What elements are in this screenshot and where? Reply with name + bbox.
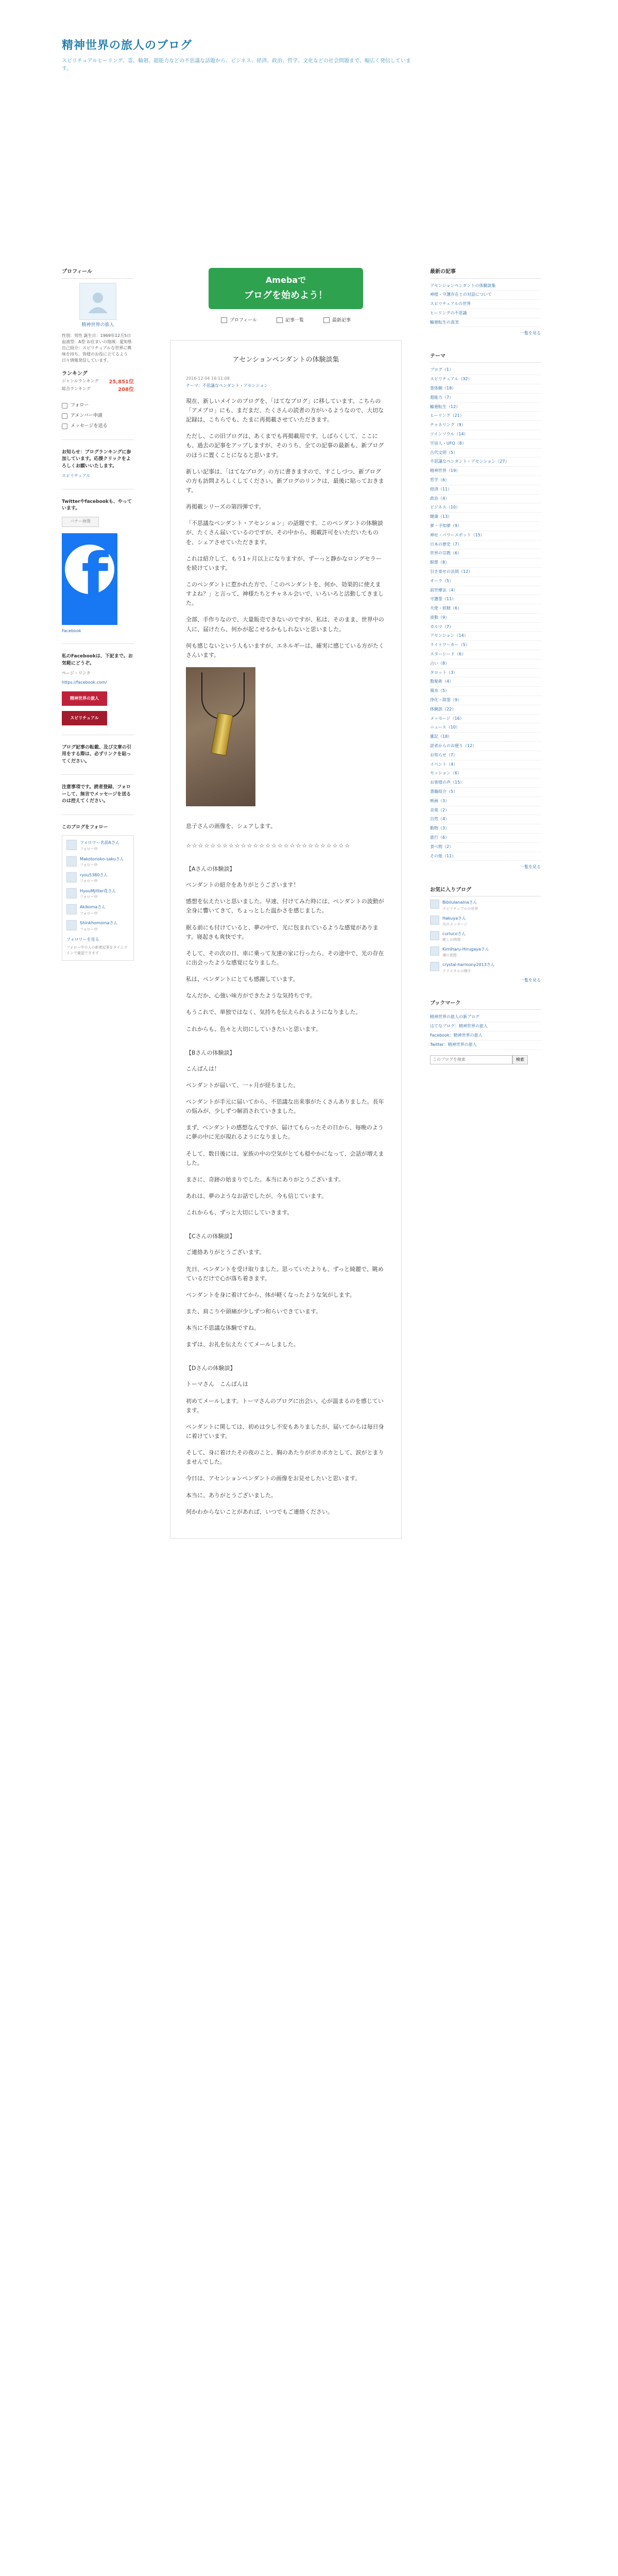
blog-avatar xyxy=(430,946,439,956)
theme-item[interactable]: その他（11） xyxy=(430,852,541,861)
ranking-label: 総合ランキング xyxy=(62,386,91,392)
article-paragraph: 本当に、ありがとうございました。 xyxy=(186,1492,277,1499)
recent-item[interactable]: 輪廻転生の真実 xyxy=(430,318,541,328)
blog-avatar xyxy=(430,900,439,909)
article-paragraph: ただし、この旧ブログは、あくまでも再掲載用です。しばらくして、ここにも、過去の記事をアップしますが、そのうち、全ての記事の最新も、新ブログのほうに置くことになると思います。 xyxy=(186,433,384,459)
theme-item[interactable]: 世界の宗教（6） xyxy=(430,549,541,558)
follower-name: Makotonoko-sakuさん xyxy=(80,856,124,861)
favorite-blogs-title: お気に入りブログ xyxy=(430,886,541,897)
article-paragraph: こんばんは！ xyxy=(186,1065,220,1072)
article-paragraph: 感想を伝えたいと思いました。早速、付けてみた時には、ペンダントの波動が全身に響いてきて、ちょっとした温かさを感じました。 xyxy=(186,898,384,914)
blog-name: Kimiharu-Hirugayaさん xyxy=(442,947,489,952)
article-paragraph: そして、身に着けたその夜のこと、胸のあたりがポカポカとして、涙がとまりませんでした。 xyxy=(186,1449,384,1466)
theme-item[interactable]: 守護霊（11） xyxy=(430,595,541,604)
article-paragraph: ペンダントを身に着けてから、体が軽くなったような気がします。 xyxy=(186,1291,355,1298)
recent-list xyxy=(430,282,541,328)
recent-item[interactable]: アセンションペンダントの体験談集 xyxy=(430,282,541,291)
theme-item[interactable]: 体験談（22） xyxy=(430,705,541,715)
follower-avatar xyxy=(66,840,77,850)
tab-label: 記事一覧 xyxy=(285,318,304,323)
favorites-more-link[interactable]: 一覧を見る xyxy=(520,978,541,983)
pendant-photo[interactable] xyxy=(186,667,255,806)
section-heading: 【Bさんの体験談】 xyxy=(186,1049,235,1056)
bookmark-item[interactable]: 精神世界の旅人の新ブログ xyxy=(430,1013,541,1022)
recent-title: 最新の記事 xyxy=(430,268,541,279)
article-paragraph: 何かわからないことがあれば、いつでもご連絡ください。 xyxy=(186,1508,333,1515)
divider xyxy=(62,643,134,644)
blog-name: Bibilulanalnaさん xyxy=(442,900,477,905)
article-paragraph: 再掲載シリーズの第四弾です。 xyxy=(186,503,265,511)
tab-profile[interactable] xyxy=(221,317,257,325)
favorite-blog-item[interactable] xyxy=(430,900,541,911)
ranking-row xyxy=(62,378,134,386)
article-date: 2016-12-04 16:11:08 xyxy=(186,376,230,381)
theme-item[interactable]: 数秘術（4） xyxy=(430,677,541,687)
theme-item[interactable]: ビジネス（10） xyxy=(430,503,541,513)
blog-avatar xyxy=(430,916,439,925)
theme-item[interactable]: 瞑想（8） xyxy=(430,558,541,568)
theme-item[interactable]: 食べ物（2） xyxy=(430,843,541,852)
ranking-row xyxy=(62,386,134,394)
follower-sub: フォロー中 xyxy=(80,911,98,916)
section-heading: 【Dさんの体験談】 xyxy=(186,1365,236,1372)
followers-box xyxy=(62,835,134,960)
document-icon xyxy=(323,317,330,323)
theme-item[interactable]: お客様の声（15） xyxy=(430,778,541,788)
blog-title[interactable]: 精神世界の旅人のブログ xyxy=(62,39,193,52)
theme-title: テーマ xyxy=(430,352,541,363)
banner-image[interactable]: バナー画像 xyxy=(62,517,99,527)
search-input[interactable] xyxy=(430,1055,512,1064)
theme-item[interactable]: チャネリング（9） xyxy=(430,421,541,430)
article-paragraph: そして、その次の日、車に乗って友達の家に行ったら、その途中で、光の存在に出会ったような感覚になりました。 xyxy=(186,950,384,967)
tab-articles[interactable] xyxy=(277,317,304,325)
profile-actions xyxy=(62,402,134,430)
notice-ranking: お知らせ：ブログランキングに参加しています。応援クリックをよろしくお願いいたします。 xyxy=(62,449,131,469)
blog-subtitle: 魂の旅路 xyxy=(442,953,457,958)
follow-button[interactable] xyxy=(62,402,134,410)
theme-item[interactable]: ヒーリング（21） xyxy=(430,412,541,421)
theme-item[interactable]: 引き寄せの法則（12） xyxy=(430,568,541,577)
article-paragraph: 眠る前にも付けていると、夢の中で、光に包まれているような感覚があります。寝起きも爽快です。 xyxy=(186,924,379,940)
follower-item[interactable] xyxy=(66,840,129,852)
article-body xyxy=(186,397,386,1517)
article-paragraph: これからも、色々と大切にしていきたいと思います。 xyxy=(186,1025,322,1032)
theme-item[interactable]: 波動（9） xyxy=(430,614,541,623)
article-paragraph: これからも、ずっと大切にしていきます。 xyxy=(186,1209,293,1216)
divider xyxy=(62,439,134,440)
follower-avatar xyxy=(66,904,77,914)
follower-avatar xyxy=(66,872,77,883)
theme-item[interactable]: セッション（6） xyxy=(430,769,541,778)
pendant xyxy=(211,713,233,756)
follower-sub: フォロー中 xyxy=(80,862,98,867)
follower-sub: フォロー中 xyxy=(80,879,98,884)
theme-item[interactable]: 日本の歴史（7） xyxy=(430,540,541,550)
theme-item[interactable]: 旅行（6） xyxy=(430,834,541,843)
theme-item[interactable]: 天使・妖精（6） xyxy=(430,604,541,614)
list-icon xyxy=(277,317,283,323)
theme-item[interactable]: イベント（4） xyxy=(430,760,541,770)
article xyxy=(170,340,402,1539)
article-paragraph: このペンダントに惹かれた方で、「このペンダントを、何か、効果的に使えますよね？」と言って、神様たちとチャネル会いで、いろいろと活動してきました。 xyxy=(186,581,384,607)
follower-item[interactable] xyxy=(66,888,129,900)
blog-subtitle: 癒しの時間 xyxy=(442,938,460,942)
theme-item[interactable]: 読者からのお便り（12） xyxy=(430,742,541,751)
theme-item[interactable]: 古代文明（5） xyxy=(430,449,541,458)
tab-label: 最新記事 xyxy=(332,318,351,323)
theme-item[interactable]: ニュース（10） xyxy=(430,723,541,733)
theme-item[interactable]: 前世療法（4） xyxy=(430,586,541,596)
avatar[interactable] xyxy=(79,283,116,320)
article-paragraph: ペンダントが届いて、一ヶ月が経ちました。 xyxy=(186,1081,299,1089)
plus-icon xyxy=(62,403,67,409)
theme-item[interactable]: 政治（4） xyxy=(430,495,541,504)
article-paragraph: 私は、ペンダントにとても感謝しています。 xyxy=(186,976,299,983)
blog-header xyxy=(62,37,525,73)
theme-item[interactable]: お知らせ（7） xyxy=(430,751,541,760)
amember-button[interactable] xyxy=(62,413,134,420)
section-heading: 【Aさんの体験談】 xyxy=(186,866,235,873)
notice-facebook: 私のFacebookは、下記まで。お気軽にどうぞ。 xyxy=(62,654,133,666)
mail-icon xyxy=(62,423,67,429)
banner-line2: ブログを始めよう！ xyxy=(244,290,328,301)
article-paragraph: そして、数日後には、家族の中の空気がとても穏やかになって、会話が増えました。 xyxy=(186,1150,384,1166)
article-paragraph: まず、ペンダントの感想なんですが、届けてもらったその日から、毎晩のように夢の中に光が現れるようになりました。 xyxy=(186,1124,384,1141)
left-sidebar xyxy=(62,268,134,961)
facebook-logo[interactable] xyxy=(62,533,117,625)
ameba-start-banner[interactable] xyxy=(209,268,363,309)
article-paragraph: 全部、手作りなので、大量販売できないのですが、私は、そのまま、世界中の人に、届けたら、何かが起こせるかもしれないと思いました。 xyxy=(186,616,384,633)
follower-avatar xyxy=(66,920,77,930)
bookmark-item[interactable]: はてなブログ：精神世界の旅人 xyxy=(430,1022,541,1031)
theme-item[interactable]: 映画（3） xyxy=(430,797,541,806)
photo-caption: 息子さんの画像を、シェアします。 xyxy=(186,822,276,829)
theme-item[interactable]: アセンション（14） xyxy=(430,632,541,641)
follower-name: Akikomaさん xyxy=(80,905,106,910)
theme-item[interactable]: オーラ（5） xyxy=(430,577,541,586)
article-paragraph: ペンダントの紹介をありがとうございます！ xyxy=(186,882,299,889)
message-button[interactable] xyxy=(62,423,134,430)
profile-text: 性別：男性 誕生日：1969年12月5日 血液型：A型 お住まいの地域：愛知県 自己紹介：スピリチュアルな世界に興味を持ち、皆様のお役に立てるよう日々情報発信しています。 xyxy=(62,333,132,363)
theme-item[interactable]: スターシード（6） xyxy=(430,650,541,659)
theme-item[interactable]: 超能力（7） xyxy=(430,394,541,403)
favorite-blog-item[interactable] xyxy=(430,946,541,958)
follower-sub: フォロー中 xyxy=(80,895,98,900)
follower-sub: フォロー中 xyxy=(80,927,98,931)
article-paragraph: 先日、ペンダントを受け取りました。思っていたよりも、ずっと綺麗で、眺めているだけで心が落ち着きます。 xyxy=(186,1265,384,1282)
theme-item[interactable]: 雑記（18） xyxy=(430,733,541,742)
blog-subtitle: スピリチュアルの世界 xyxy=(442,906,478,911)
avatar-icon xyxy=(85,289,111,314)
follower-item[interactable] xyxy=(66,872,129,884)
star-divider: ☆☆☆☆☆☆☆☆☆☆☆☆☆☆☆☆☆☆☆☆☆☆☆☆☆☆☆ xyxy=(186,842,351,850)
recent-item[interactable]: スピリチュアルの世界 xyxy=(430,300,541,309)
favorite-blog-item[interactable] xyxy=(430,962,541,974)
article-paragraph: まさに、奇跡の始まりでした。本当にありがとうございます。 xyxy=(186,1176,345,1183)
theme-item[interactable]: 動物（3） xyxy=(430,824,541,834)
theme-list xyxy=(430,366,541,861)
bookmark-list xyxy=(430,1013,541,1049)
article-paragraph: また、肩こりや頭痛が少しずつ和らいできています。 xyxy=(186,1308,322,1315)
main-content xyxy=(170,268,402,1539)
blog-avatar xyxy=(430,931,439,940)
theme-item[interactable]: 宇宙人・UFO（8） xyxy=(430,439,541,449)
recent-item[interactable]: ヒーリングの不思議 xyxy=(430,309,541,318)
notice-reprint: ブログ記事の転載、及び文章の引用をする際は、必ずリンクを貼ってください。 xyxy=(62,744,132,764)
article-paragraph: あれは、夢のようなお話でしたが、今も信じています。 xyxy=(186,1193,328,1200)
article-theme[interactable]: テーマ：不思議なペンダント・アセンション xyxy=(186,383,268,388)
blog-name: curlucoさん xyxy=(442,931,466,936)
theme-item[interactable]: 風水（5） xyxy=(430,687,541,696)
facebook-link[interactable]: https://facebook.com/ xyxy=(62,680,107,685)
follower-name: フォロワー名前Aさん xyxy=(80,840,120,845)
theme-item[interactable]: 自然（4） xyxy=(430,815,541,824)
blog-search xyxy=(430,1055,541,1064)
follower-avatar xyxy=(66,888,77,899)
notice-sns: Twitterやfacebookも、やっています。 xyxy=(62,499,132,512)
article-paragraph: 本当に不思議な体験ですね。 xyxy=(186,1325,260,1332)
theme-item[interactable]: 不思議なペンダント・アセンション（27） xyxy=(430,457,541,467)
theme-item[interactable]: 健康（13） xyxy=(430,513,541,522)
theme-item[interactable]: メッセージ（16） xyxy=(430,715,541,724)
theme-item[interactable]: 経済（11） xyxy=(430,485,541,495)
followers-title: このブログをフォロー xyxy=(62,824,108,830)
theme-item[interactable]: 書籍紹介（5） xyxy=(430,788,541,797)
article-paragraph: 今日は、アセンションペンダントの画像をお見せしたいと思います。 xyxy=(186,1475,361,1482)
profile-name[interactable]: 精神世界の旅人 xyxy=(81,322,114,328)
ranking-value: 25,851位 xyxy=(109,379,134,385)
facebook-caption[interactable]: Facebook xyxy=(62,628,81,633)
theme-item[interactable]: 浄化・除霊（9） xyxy=(430,696,541,705)
pendant-cord xyxy=(201,672,245,720)
theme-item[interactable]: 占い（8） xyxy=(430,659,541,669)
tab-label: プロフィール xyxy=(229,318,258,323)
article-paragraph: なんだか、心強い味方ができたような気持ちです。 xyxy=(186,992,316,999)
theme-item[interactable]: ブログ（1） xyxy=(430,366,541,375)
recent-more-link[interactable]: 一覧を見る xyxy=(520,331,541,336)
followers-note: フォロー中の人の新着記事をタイムラインで確認できます xyxy=(66,945,128,955)
bookmark-title: ブックマーク xyxy=(430,999,541,1010)
theme-item[interactable]: ライトワーカー（5） xyxy=(430,641,541,650)
blog-name: Hakuyaさん xyxy=(442,916,467,921)
article-paragraph: これは紹介して、もう1ヶ月以上になりますが、ずーっと静かなロングセラーを続けています。 xyxy=(186,555,382,571)
article-paragraph: ペンダントに関しては、初めは少し不安もありましたが、届いてからは毎日身に着けています。 xyxy=(186,1423,384,1439)
banner-line1: Amebaで xyxy=(265,275,306,285)
article-paragraph: ペンダントが手元に届いてから、不思議な出来事がたくさんありました。長年の悩みが、少しずつ解消されていきました。 xyxy=(186,1098,384,1115)
theme-item[interactable]: スピリチュアル（32） xyxy=(430,375,541,384)
ranking-link[interactable]: スピリチュアル xyxy=(62,473,91,479)
follower-item[interactable] xyxy=(66,920,129,932)
themes-more-link[interactable]: 一覧を見る xyxy=(520,865,541,870)
ranking-label: ジャンルランキング xyxy=(62,378,99,383)
blog-avatar xyxy=(430,962,439,971)
divider xyxy=(62,774,134,775)
right-sidebar xyxy=(430,268,541,1064)
article-title[interactable]: アセンションペンダントの体験談集 xyxy=(232,355,339,364)
blog-subtitle: 光のメッセージ xyxy=(442,922,468,926)
theme-item[interactable]: 音楽（2） xyxy=(430,806,541,816)
banner-blog[interactable]: 精神世界の旅人 xyxy=(62,691,107,706)
search-button[interactable]: 検索 xyxy=(512,1055,528,1064)
theme-item[interactable]: カルマ（7） xyxy=(430,623,541,632)
follower-avatar xyxy=(66,856,77,867)
bookmark-item[interactable]: Twitter：精神世界の旅人 xyxy=(430,1041,541,1050)
ranking-title: ランキング xyxy=(62,371,88,377)
ranking-value: 208位 xyxy=(118,387,134,393)
theme-item[interactable]: 夢・予知夢（9） xyxy=(430,522,541,531)
article-paragraph: 「不思議なペンダント・アセンション」の話題です。このペンダントの体験談が、たくさん届いているのですが、その中から、掲載許可をいただいたものを、シェアさせていただきます。 xyxy=(186,520,383,546)
article-paragraph: 新しい記事は、「はてなブログ」の方に書きますので、すこしづつ、新ブログの方も訪問よろしくしてください。新ブログのリンクは、最後に貼っておきます。 xyxy=(186,468,384,494)
theme-item[interactable]: 霊体験（18） xyxy=(430,384,541,394)
article-paragraph: まずは、お礼を伝えたくてメールしました。 xyxy=(186,1341,299,1348)
theme-item[interactable]: タロット（3） xyxy=(430,669,541,678)
follower-sub: フォロー中 xyxy=(80,846,98,851)
follower-name: Shinkhomomaさん xyxy=(80,921,118,926)
blog-name: crystal-harmony2013さん xyxy=(442,962,495,968)
facebook-f-icon: f xyxy=(81,540,109,612)
article-paragraph: トーマさん こんばんは xyxy=(186,1381,248,1388)
favorite-blogs-list xyxy=(430,900,541,974)
article-paragraph: もうこれで、単独ではなく、気持ちを伝えられるようになりました。 xyxy=(186,1009,362,1016)
follow-label: フォロー xyxy=(71,402,89,408)
tab-latest[interactable] xyxy=(323,317,351,325)
message-label: メッセージを送る xyxy=(71,423,108,429)
blog-description: スピリチュアルヒーリング、霊、輪廻、超能力などの不思議な話題から、ビジネス、経済、政治、哲学、文化などの社会問題まで、幅広く発信しています。 xyxy=(62,58,411,72)
profile-title: プロフィール xyxy=(62,268,134,279)
theme-item[interactable]: ツインソウル（14） xyxy=(430,430,541,439)
follower-item[interactable] xyxy=(66,904,129,916)
user-icon xyxy=(62,413,67,419)
article-paragraph: 何も感じないという人もいますが、エネルギーは、確実に感じている方がたくさんいます。 xyxy=(186,642,384,658)
follower-name: ryou5380さん xyxy=(80,872,108,877)
article-paragraph: ご連絡ありがとうございます。 xyxy=(186,1249,265,1256)
section-heading: 【Cさんの体験談】 xyxy=(186,1233,235,1240)
article-paragraph: 現在、新しいメインのブログを、「はてなブログ」に移しています。こちらの「アメブロ」にも、まだまだ、たくさんの読者の方がいるようなので、大切な記録は、こちらでも、たまに再掲載させていただきます。 xyxy=(186,397,384,423)
favorite-blog-item[interactable] xyxy=(430,931,541,943)
article-paragraph: 初めてメールします。トーマさんのブログに出会い、心が温まるのを感じています。 xyxy=(186,1397,384,1414)
page-link-label: ページ・リンク xyxy=(62,671,91,676)
profile-icon xyxy=(221,317,227,323)
post-nav xyxy=(170,317,402,325)
bookmark-item[interactable]: Facebook：精神世界の旅人 xyxy=(430,1031,541,1041)
notice-caution: 注意事項です。読者登録、フォローして、無言でメッセージを送るのは控えてください。 xyxy=(62,785,131,804)
followers-more-link[interactable]: フォロワーを見る xyxy=(66,937,99,942)
theme-item[interactable]: 輪廻転生（12） xyxy=(430,403,541,412)
favorite-blog-item[interactable] xyxy=(430,916,541,927)
follower-item[interactable] xyxy=(66,856,129,868)
follower-name: HyouMjitter花さん xyxy=(80,889,116,894)
theme-item[interactable]: 精神世界（19） xyxy=(430,467,541,476)
amember-label: アメンバー申請 xyxy=(71,413,102,418)
recent-item[interactable]: 神様・守護存在との対話について xyxy=(430,291,541,300)
banner-spiritual[interactable]: スピリチュアル xyxy=(62,711,107,725)
theme-item[interactable]: 神社・パワースポット（15） xyxy=(430,531,541,540)
blog-subtitle: クリスタルの輝き xyxy=(442,969,471,973)
theme-item[interactable]: 哲学（6） xyxy=(430,476,541,485)
